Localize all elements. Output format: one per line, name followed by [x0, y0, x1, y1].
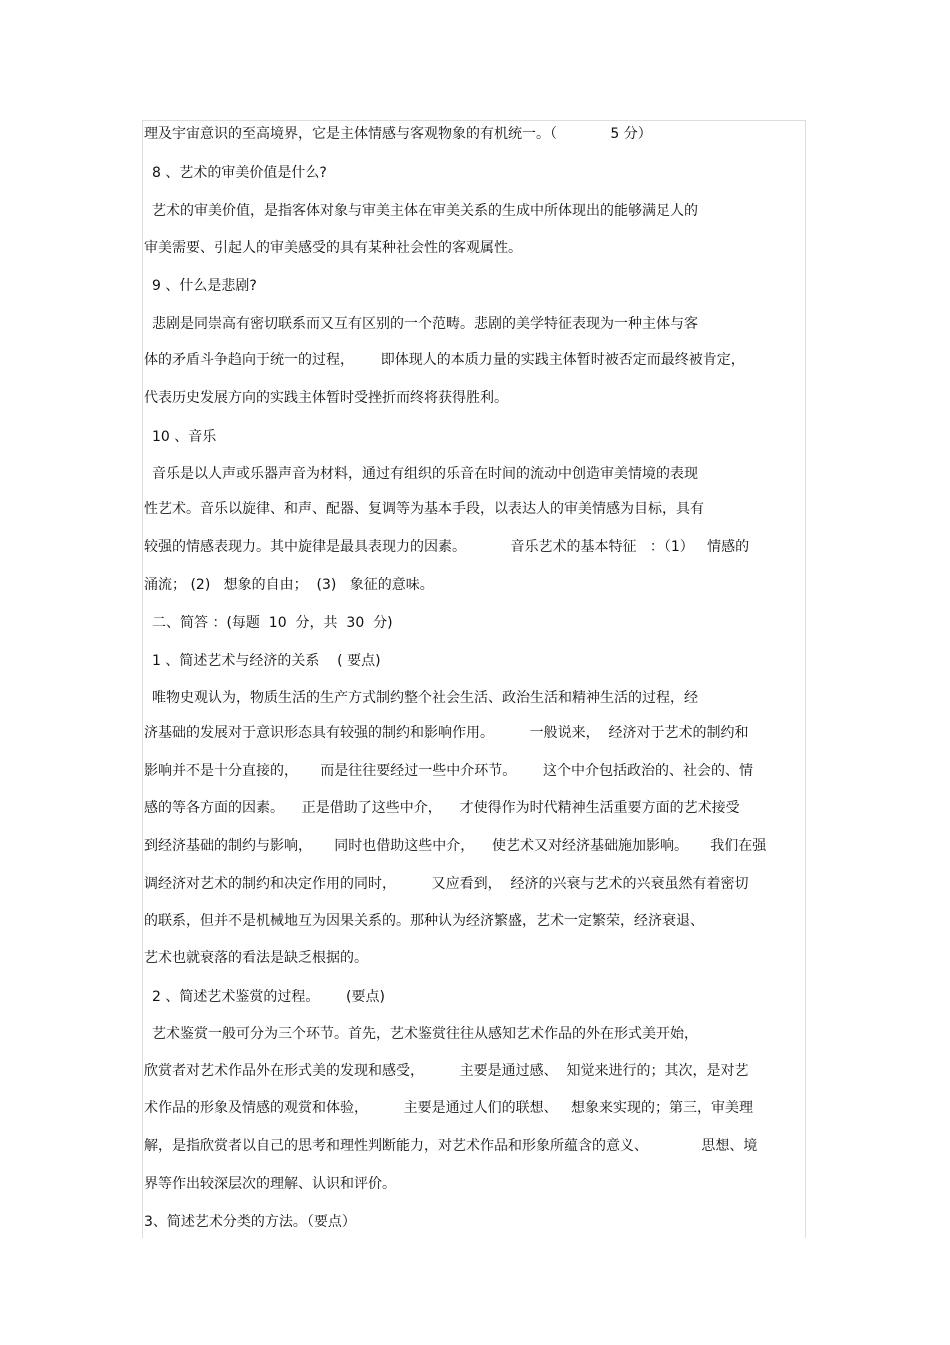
text-line: 界等作出较深层次的理解、认识和评价。 — [144, 1176, 396, 1192]
text-line: 音乐是以人声或乐器声音为材料，通过有组织的乐音在时间的流动中创造审美情境的表现 — [152, 466, 698, 482]
text-line: 理及宇宙意识的至高境界，它是主体情感与客观物象的有机统一。（ 5 分） — [144, 126, 652, 142]
text-line: 代表历史发展方向的实践主体暂时受挫折而终将获得胜利。 — [144, 390, 508, 406]
question-heading: 10 、音乐 — [152, 429, 217, 445]
question-heading: 8 、艺术的审美价值是什么? — [152, 165, 327, 181]
text-line: 审美需要、引起人的审美感受的具有某种社会性的客观属性。 — [144, 240, 522, 256]
text-line: 影响并不是十分直接的， 而是往往要经过一些中介环节。 这个中介包括政治的、社会的、情 — [144, 763, 753, 779]
text-line: 济基础的发展对于意识形态具有较强的制约和影响作用。 一般说来， 经济对于艺术的制约和 — [144, 725, 749, 741]
text-line: 欣赏者对艺术作品外在形式美的发现和感受， 主要是通过感、 知觉来进行的；其次，是对艺 — [144, 1063, 749, 1079]
text-line: 艺术鉴赏一般可分为三个环节。首先，艺术鉴赏往往从感知艺术作品的外在形式美开始， — [152, 1026, 698, 1042]
text-line: 唯物史观认为，物质生活的生产方式制约整个社会生活、政治生活和精神生活的过程，经 — [152, 690, 698, 706]
text-line: 到经济基础的制约与影响， 同时也借助这些中介， 使艺术又对经济基础施加影响。 我们在强 — [144, 838, 767, 854]
text-line: 的联系，但并不是机械地互为因果关系的。那种认为经济繁盛，艺术一定繁荣，经济衰退、 — [144, 913, 704, 929]
text-line: 涌流； (2) 想象的自由； (3) 象征的意味。 — [144, 577, 434, 593]
text-line: 体的矛盾斗争趋向于统一的过程， 即体现人的本质力量的实践主体暂时被否定而最终被肯定， — [144, 352, 745, 368]
question-heading: 2 、简述艺术鉴赏的过程。 (要点) — [152, 989, 385, 1005]
text-line: 较强的情感表现力。其中旋律是最具表现力的因素。 音乐艺术的基本特征 ：（1） 情感的 — [144, 539, 750, 555]
text-line: 艺术也就衰落的看法是缺乏根据的。 — [144, 950, 368, 966]
text-line: 感的等各方面的因素。 正是借助了这些中介， 才使得作为时代精神生活重要方面的艺术接受 — [144, 800, 740, 816]
question-heading: 3、简述艺术分类的方法。（要点） — [144, 1214, 356, 1230]
section-heading: 二、简答 ：(每题 10 分，共 30 分) — [152, 615, 393, 631]
question-heading: 1 、简述艺术与经济的关系 ( 要点) — [152, 653, 381, 669]
text-line: 解，是指欣赏者以自己的思考和理性判断能力，对艺术作品和形象所蕴含的意义、 思想、境 — [144, 1138, 758, 1154]
question-heading: 9 、什么是悲剧? — [152, 278, 257, 294]
text-line: 调经济对艺术的制约和决定作用的同时， 又应看到， 经济的兴衰与艺术的兴衰虽然有着密切 — [144, 876, 749, 892]
text-line: 术作品的形象及情感的观赏和体验， 主要是通过人们的联想、 想象来实现的；第三，审美理 — [144, 1100, 753, 1116]
text-line: 艺术的审美价值，是指客体对象与审美主体在审美关系的生成中所体现出的能够满足人的 — [152, 203, 698, 219]
text-line: 性艺术。音乐以旋律、和声、配器、复调等为基本手段，以表达人的审美情感为目标，具有 — [144, 501, 704, 517]
text-line: 悲剧是同崇高有密切联系而又互有区别的一个范畴。悲剧的美学特征表现为一种主体与客 — [152, 316, 698, 332]
